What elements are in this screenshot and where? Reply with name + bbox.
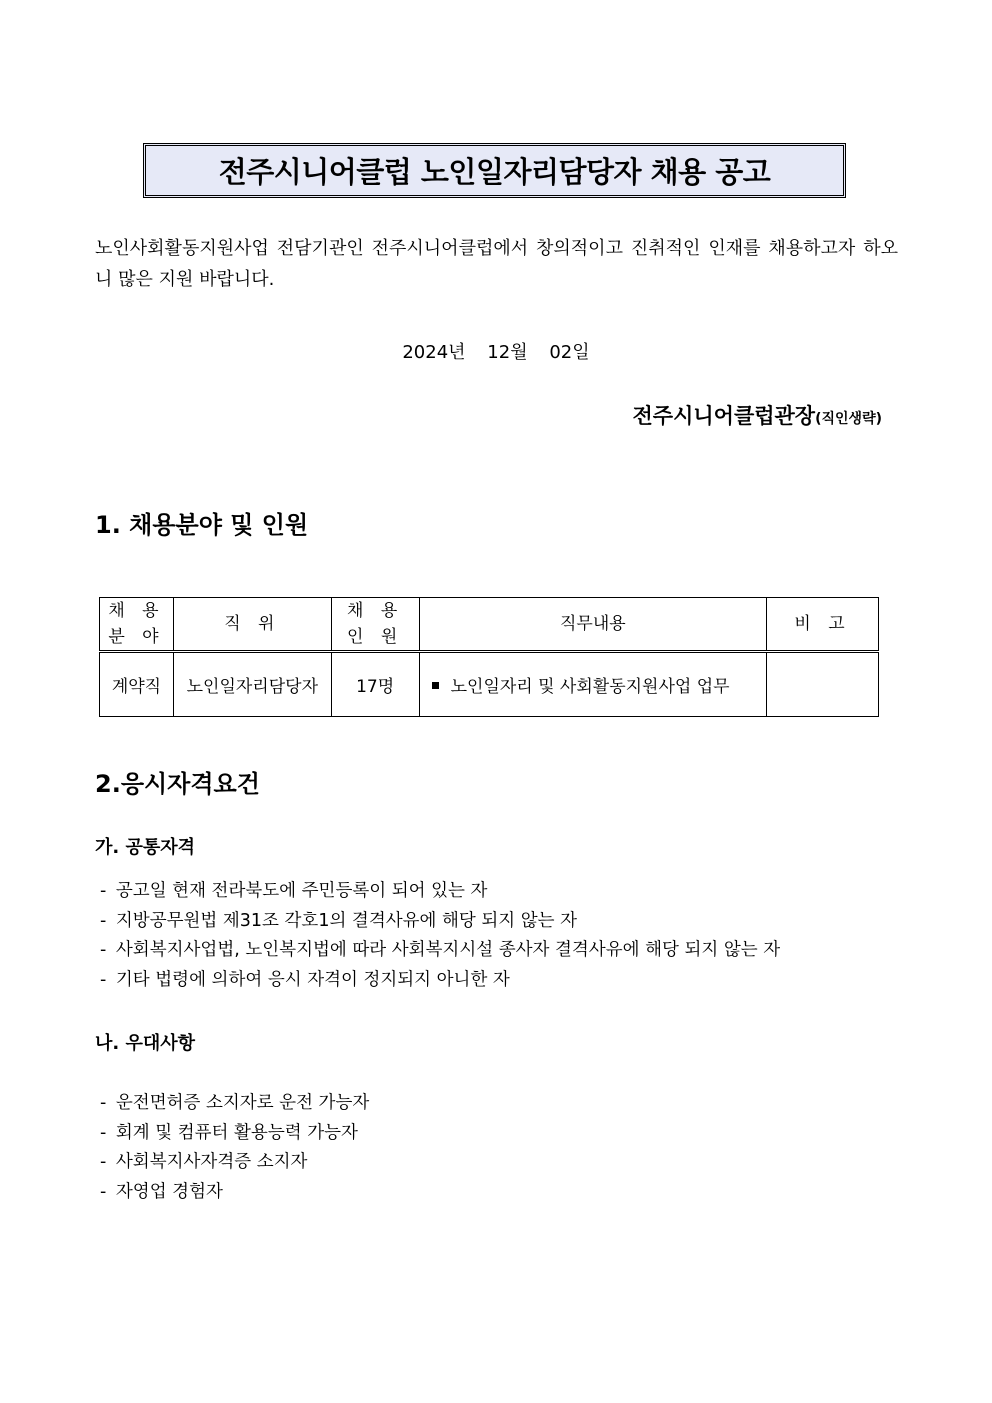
- common-qualification-list: [100, 877, 780, 995]
- cell-position: 노인일자리담당자: [173, 652, 331, 717]
- table-header-row: [100, 598, 879, 652]
- table-row: [100, 652, 879, 717]
- section1-heading: 1. 채용분야 및 인원: [95, 511, 309, 539]
- cell-count: 17명: [331, 652, 419, 717]
- list-item: - 기타 법령에 의하여 응시 자격이 정지되지 아니한 자: [100, 966, 780, 996]
- recruitment-table: [99, 597, 879, 717]
- list-item: - 회계 및 컴퓨터 활용능력 가능자: [100, 1119, 369, 1149]
- header-remark: 비 고: [767, 598, 879, 652]
- cell-remark: [767, 652, 879, 717]
- notice-date: [0, 338, 992, 364]
- list-item: - 지방공무원법 제31조 각호1의 결격사유에 해당 되지 않는 자: [100, 907, 780, 937]
- common-qualification-heading: 가. 공통자격: [95, 837, 196, 858]
- preference-heading: 나. 우대사항: [95, 1033, 196, 1054]
- issuer: [633, 400, 882, 430]
- list-item: - 자영업 경험자: [100, 1178, 369, 1208]
- cell-duty: 노인일자리 및 사회활동지원사업 업무: [419, 652, 767, 717]
- issuer-name: 전주시니어클럽관장: [632, 404, 816, 428]
- notice-title: 전주시니어클럽 노인일자리담당자 채용 공고: [218, 155, 771, 189]
- header-field: 채 용 분 야: [100, 598, 174, 652]
- issuer-note: (직인생략): [815, 411, 882, 427]
- list-item: - 운전면허증 소지자로 운전 가능자: [100, 1089, 369, 1119]
- date-day: 02일: [549, 342, 590, 363]
- list-item: - 공고일 현재 전라북도에 주민등록이 되어 있는 자: [100, 877, 780, 907]
- list-item: - 사회복지사자격증 소지자: [100, 1148, 369, 1178]
- list-item: - 사회복지사업법, 노인복지법에 따라 사회복지시설 종사자 결격사유에 해당 되지 않는 자: [100, 936, 780, 966]
- preference-list: [100, 1089, 369, 1207]
- square-bullet-icon: [432, 682, 439, 689]
- cell-field: 계약직: [100, 652, 174, 717]
- header-count: 채 용 인 원: [331, 598, 419, 652]
- header-duty: 직무내용: [419, 598, 767, 652]
- section2-heading: 2.응시자격요건: [95, 770, 260, 798]
- date-month: 12월: [487, 342, 528, 363]
- date-year: 2024년: [402, 342, 466, 363]
- header-position: 직 위: [173, 598, 331, 652]
- notice-title-box: [143, 143, 846, 198]
- intro-paragraph: 노인사회활동지원사업 전담기관인 전주시니어클럽에서 창의적이고 진취적인 인재를 채용하고자 하오니 많은 지원 바랍니다.: [95, 238, 898, 290]
